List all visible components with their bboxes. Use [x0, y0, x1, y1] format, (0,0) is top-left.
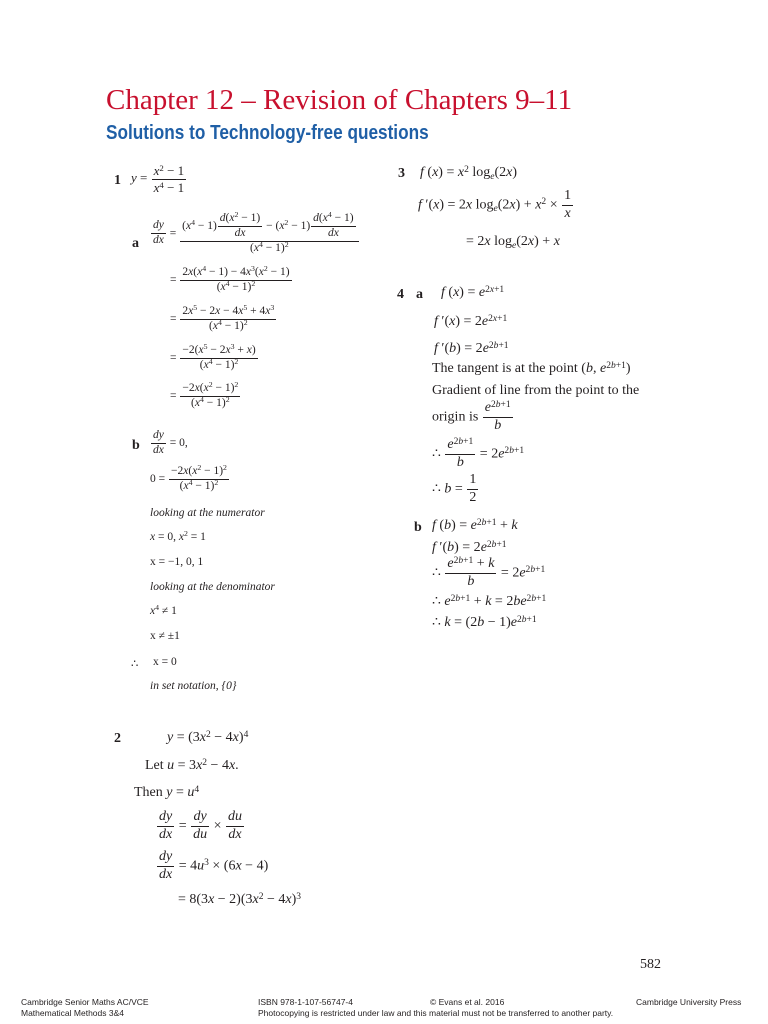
equation-line: f $(x) = x^2$ $\log_e(2x)$	[420, 164, 518, 182]
equation-line: ∴ $e^{2b+1} + k = 2be^{2b+1}$	[432, 593, 547, 609]
equation-line: $\frac{dy}{dx}$ = $4u^3 \times (6x - 4)$	[159, 849, 269, 882]
equation-line: Then $y = u^4$	[134, 784, 200, 800]
question-number: 2	[114, 731, 121, 746]
page-number: 582	[640, 957, 661, 972]
question-number: 3	[398, 166, 405, 181]
equation-line: = $\frac{-2(x^5 - 2x^3 + x)}{(x^4 - 1)^2}$	[170, 342, 256, 371]
footer-notice: Photocopying is restricted under law and this material must not be transferred to another party.	[258, 1008, 614, 1018]
equation-line: f $'(x) = 2e^{2x+1}$	[434, 313, 508, 329]
text-line: Gradient of line from the point to the	[432, 383, 640, 398]
equation-line: ∴ $\frac{e^{2b+1} + k}{b}$ = $2e^{2b+1}$	[432, 555, 546, 589]
footer-series: Cambridge Senior Maths AC/VCE	[21, 997, 149, 1007]
equation-line: $\frac{dy}{dx}$ = $\frac{dy}{du}$ × $\frac{du}{dx}$	[159, 809, 243, 842]
equation-line: f $(x) = e^{2x+1}$	[441, 284, 505, 300]
part-label: b	[414, 520, 422, 535]
equation-line: ∴ b = $\frac{1}{2}$	[432, 472, 477, 505]
equation-line: f $'(b) = 2e^{2b+1}$	[434, 340, 509, 356]
equation-line: y = $\frac{x^2 - 1}{x^4 - 1}$	[131, 163, 185, 195]
equation-line: = $\frac{2x^5 - 2x - 4x^5 + 4x^3}{(x^4 - 1)^2}$	[170, 303, 275, 332]
equation-line: x ≠ ±1	[150, 630, 180, 642]
therefore-symbol: ∴	[131, 658, 139, 670]
equation-line: Let $u = 3x^2 - 4x$.	[145, 757, 239, 773]
equation-line: $y = (3x^2 - 4x)^4$	[167, 729, 249, 745]
equation-line: x = −1, 0, 1	[150, 556, 204, 568]
equation-line: = 2x $\log_e(2x) + x$	[466, 234, 560, 251]
equation-line: = $\frac{-2x(x^2 - 1)^2}{(x^4 - 1)^2}$	[170, 380, 239, 409]
let-label: Let	[145, 758, 164, 773]
question-number: 1	[114, 173, 121, 188]
note-text: looking at the denominator	[150, 581, 275, 593]
gradient-text: origin is	[432, 409, 479, 425]
footer-book: Mathematical Methods 3&4	[21, 1008, 124, 1018]
part-label: b	[132, 438, 140, 453]
footer-isbn: ISBN 978-1-107-56747-4	[258, 997, 353, 1007]
equation-line: f $'(b) = 2e^{2b+1}$	[432, 539, 507, 555]
equation-line: ∴ $k = (2b - 1)e^{2b+1}$	[432, 614, 537, 630]
equation-line: ∴ $\frac{e^{2b+1}}{b}$ = $2e^{2b+1}$	[432, 436, 525, 470]
question-number: 4	[397, 287, 404, 302]
equation-line: $\frac{dy}{dx}$ = $(x^4 - 1)$ $\frac{d(x^2 - 1)}{dx}$ − $(x^2 - 1)$ $\frac{d(x^4 - 1)}{dx}$ $(x^4 - 1)^2$	[150, 212, 360, 255]
tangent-text: The tangent is at the point	[432, 361, 578, 376]
then-label: Then	[134, 785, 163, 800]
text-line: origin is $\frac{e^{2b+1}}{b}$	[432, 399, 511, 433]
equation-line: x = 0	[153, 656, 177, 668]
equation-line: f $(b) = e^{2b+1} + k$	[432, 517, 518, 533]
text-line: The tangent is at the point (b, $e^{2b+1}$)	[432, 360, 631, 376]
note-text: in set notation, {0}	[150, 680, 237, 692]
equation-line: = $8(3x - 2)(3x^2 - 4x)^3$	[178, 891, 302, 907]
equation-line: $x^4 \ne 1$	[150, 603, 177, 617]
part-label: a	[132, 236, 139, 251]
equation-line: x = 0, $x^2 = 1$	[150, 529, 206, 543]
equation-line: f ′(x) = 2x $\log_e(2x) + x^2$ × $\frac{1}{x}$	[418, 188, 572, 221]
footer-publisher: Cambridge University Press	[636, 997, 742, 1007]
equation-line: = $\frac{2x(x^4 - 1) - 4x^3(x^2 - 1)}{(x^4 - 1)^2}$	[170, 264, 290, 293]
note-text: looking at the numerator	[150, 507, 265, 519]
equation-line: $\frac{dy}{dx}$ = 0,	[153, 429, 188, 456]
equation-line: 0 = $\frac{-2x(x^2 - 1)^2}{(x^4 - 1)^2}$	[150, 463, 227, 492]
page-title: Chapter 12 – Revision of Chapters 9–11	[106, 84, 573, 116]
part-label: a	[416, 287, 423, 302]
footer-copyright: © Evans et al. 2016	[430, 997, 505, 1007]
page-subtitle: Solutions to Technology-free questions	[106, 122, 429, 144]
